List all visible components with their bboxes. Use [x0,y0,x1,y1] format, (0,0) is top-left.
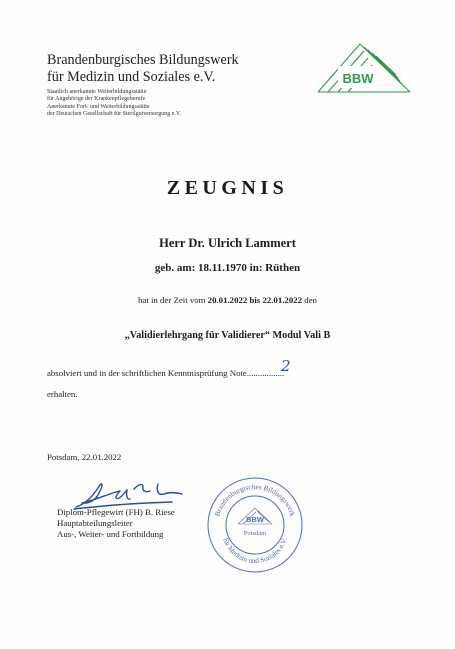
period-suffix: den [302,295,317,305]
place-date: Potsdam, 22.01.2022 [47,452,122,462]
period-separator: bis [247,295,263,305]
bbw-logo [314,40,414,96]
stamp-text-top: Brandenburgisches Bildungswerk [213,482,297,518]
recipient-birth: geb. am: 18.11.1970 in: Rüthen [154,262,301,274]
period-to-date: 22.01.2022 [262,295,303,305]
course-period [0,295,455,305]
stamp-logo-text: BBW [246,515,264,524]
organization-accreditation [47,89,181,119]
signature-image [72,476,187,510]
organization-name-line-1: Brandenburgisches Bildungswerk [47,52,239,68]
signer-name: Diplom-Pflegewirt (FH) B. Riese [57,507,175,517]
signer-position: Hauptabteilungsleiter [57,518,133,528]
logo-text: BBW [342,71,374,86]
course-title: „Validierlehrgang für Validierer“ Modul Vali B [124,330,331,341]
accreditation-line: Staatlich anerkannte Weiterbildungsstätte [47,89,147,95]
accreditation-line: Anerkannte Fort- und Weiterbildungsstätte [47,103,150,110]
accreditation-line: der Deutschen Gesellschaft für Sterilgutversorgung e.V. [47,111,181,118]
period-prefix: hat in der Zeit vom [138,295,208,305]
period-from-date: 20.01.2022 [207,295,248,305]
handwritten-grade: 2 [281,357,291,375]
result-statement: erhalten. [47,389,78,399]
organization-name [47,52,239,86]
certificate-title: ZEUGNIS [166,177,289,199]
organization-name-line-2: für Medizin und Soziales e.V. [47,69,216,85]
exam-statement: absolviert und in der schriftlichen Kenntnisprüfung Note................. [47,368,285,378]
signer-department: Aus-, Weiter- und Fortbildung [57,529,164,539]
stamp-text-bottom: für Medizin und Soziales e.V. [221,537,289,566]
accreditation-line: für Angehörige der Krankenpflegeberufe [47,96,146,103]
stamp-city: Potsdam [243,530,267,537]
recipient-name: Herr Dr. Ulrich Lammert [159,236,296,250]
signer-block [57,507,175,540]
organization-stamp [204,472,306,574]
